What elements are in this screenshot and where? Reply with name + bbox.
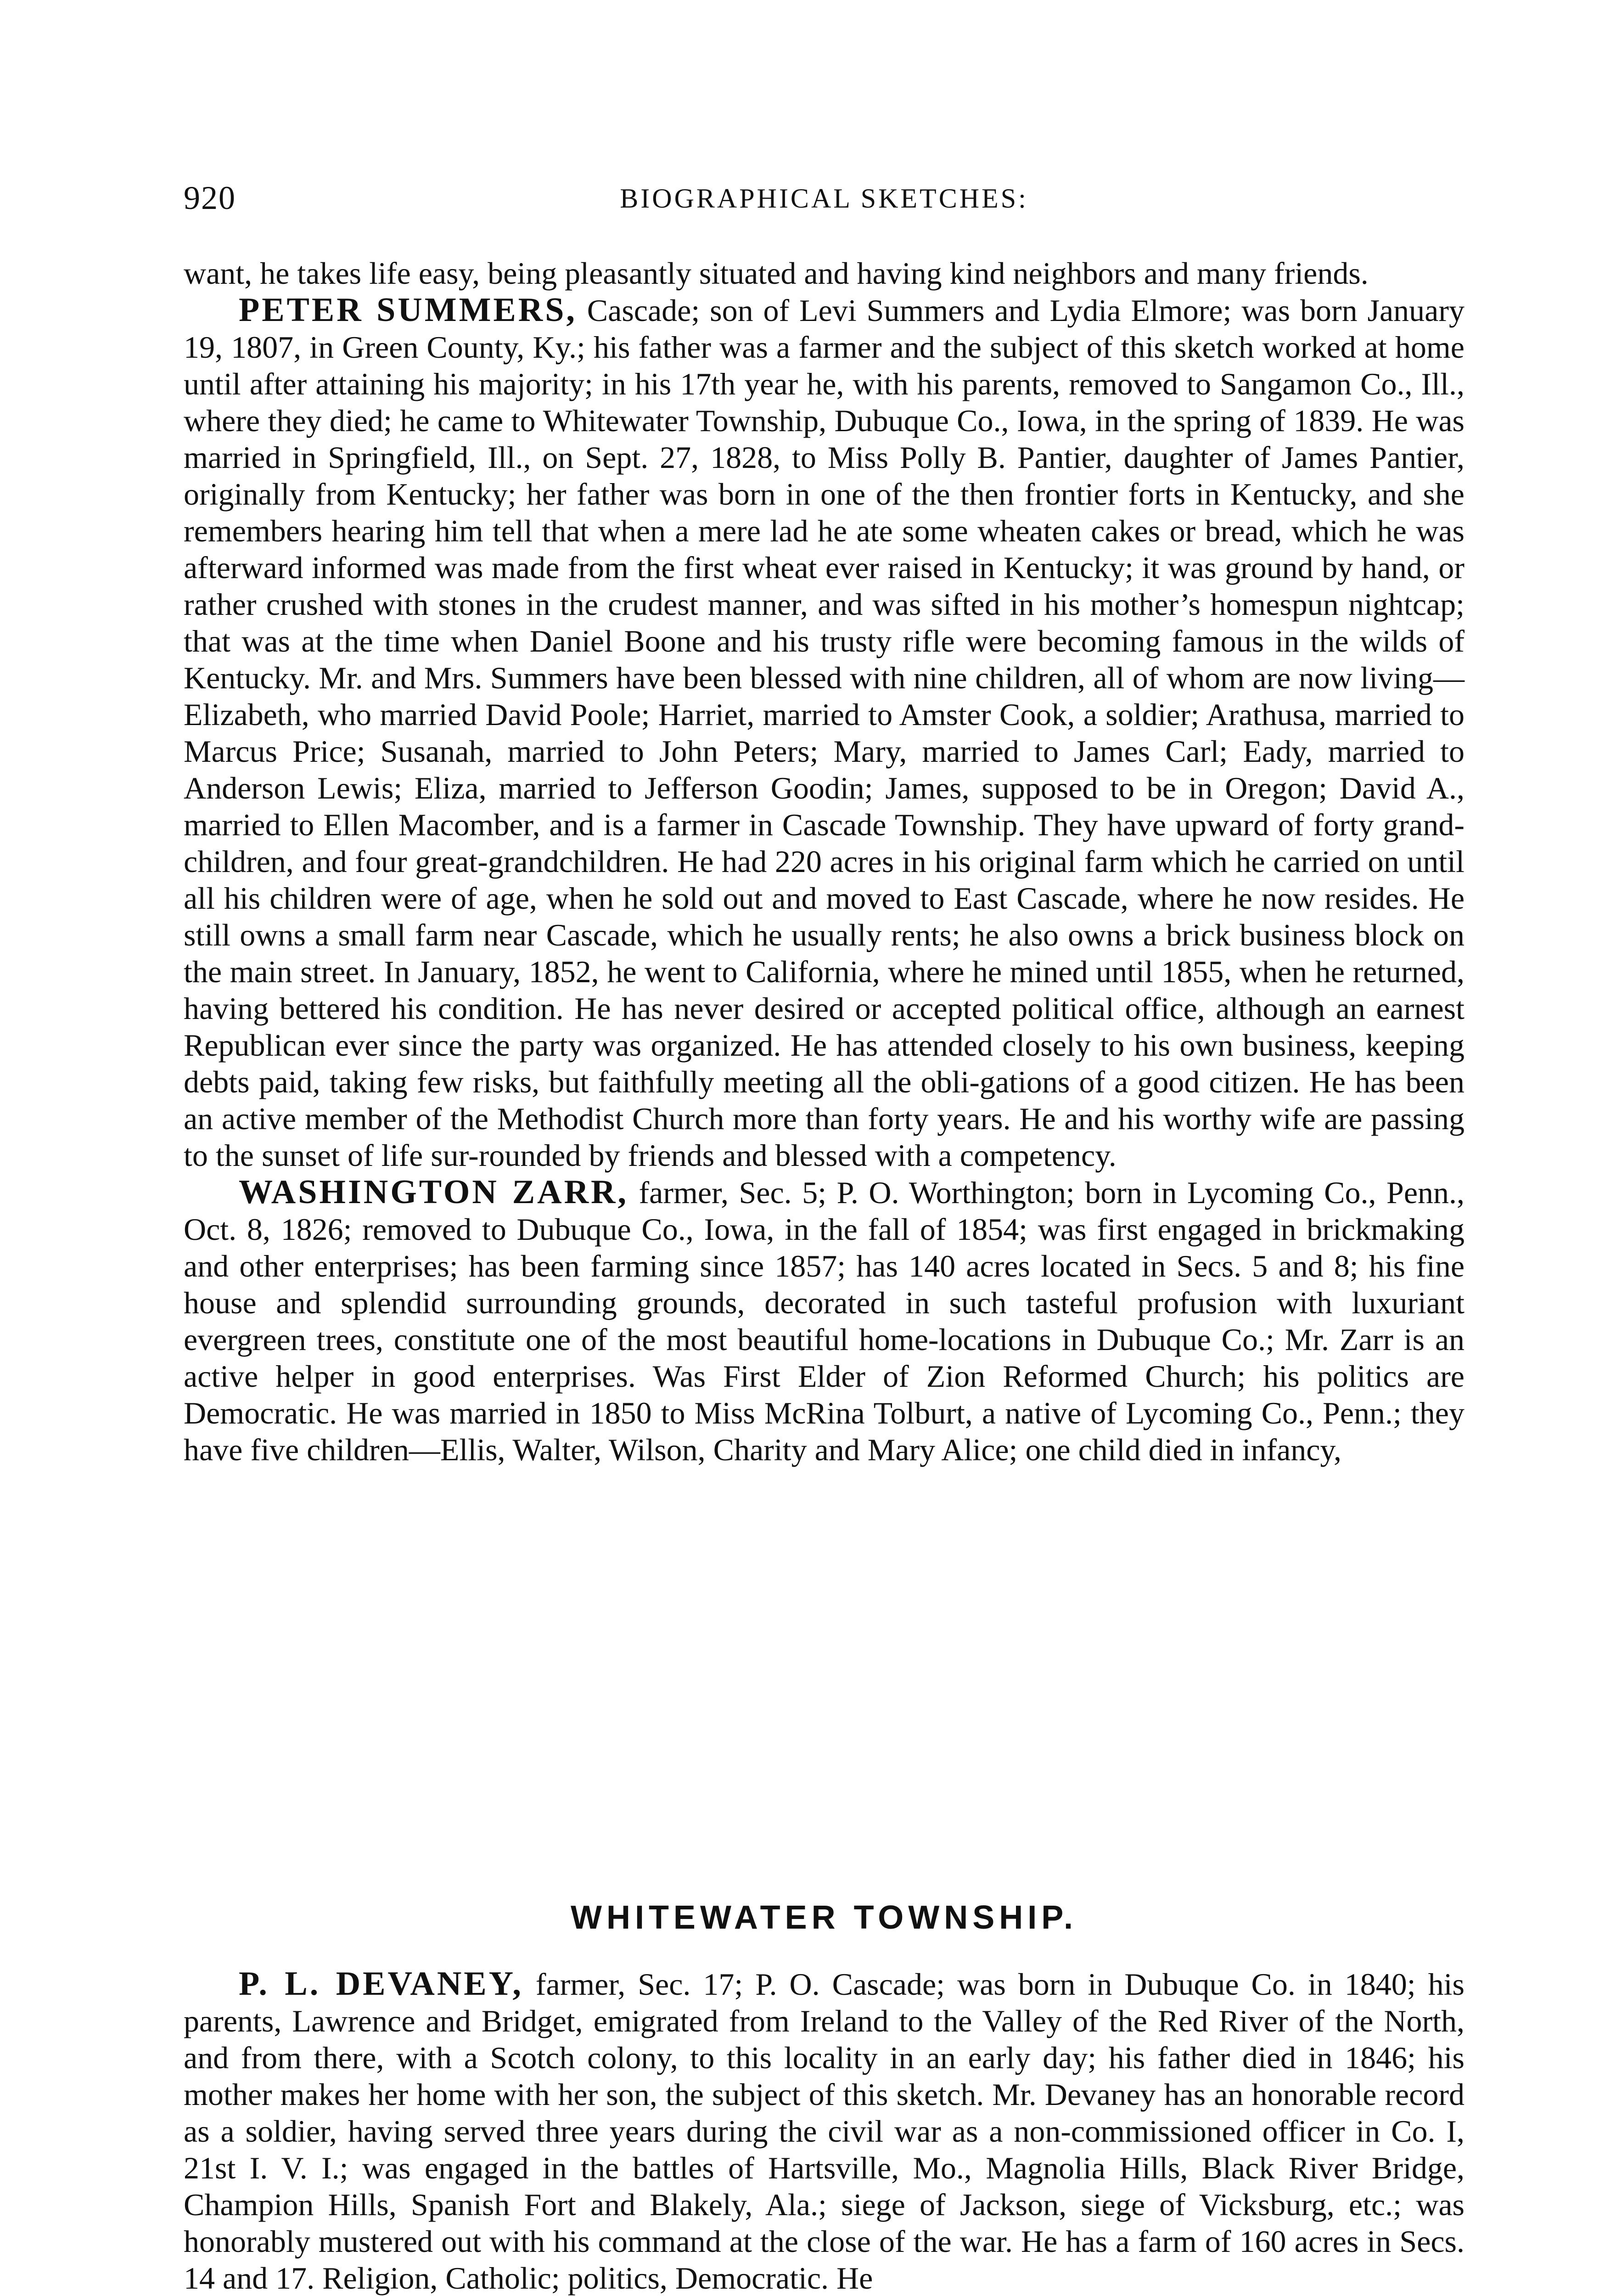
running-title: BIOGRAPHICAL SKETCHES: — [620, 183, 1028, 214]
entry-text: Cascade; son of Levi Summers and Lydia Elmore; was born January 19, 1807, in Green County, Ky.; his father was a farmer and the subject of this sketch worked at home until after attaining his majority; in his 17th year he, with his parents, removed to Sangamon Co., Ill., where they died; he came to Whitewater Township, Dubuque Co., Iowa, in the spring of 1839. He was married in Springfield, Ill., on Sept. 27, 1828, to Miss Polly B. Pantier, daughter of James Pantier, originally from Kentucky; her father was born in one of the then frontier forts in Kentucky, and she remembers hearing him tell that when a mere lad he ate some wheaten cakes or bread, which he was afterward informed was made from the first wheat ever raised in Kentucky; it was ground by hand, or rather crushed with stones in the crudest manner, and was sifted in his mother’s homespun nightcap; that was at the time when Daniel Boone and his trusty rifle were becoming famous in the wilds of Kentucky. Mr. and Mrs. Summers have been blessed with nine children, all of whom are now living—Elizabeth, who married David Poole; Harriet, married to Amster Cook, a soldier; Arathusa, married to Marcus Price; Susanah, married to John Peters; Mary, married to James Carl; Eady, married to Anderson Lewis; Eliza, married to Jefferson Goodin; James, supposed to be in Oregon; David A., married to Ellen Macomber, and is a farmer in Cascade Township. They have upward of forty grand-children, and four great-grandchildren. He had 220 acres in his original farm which he carried on until all his children were of age, when he sold out and moved to East Cascade, where he now resides. He still owns a small farm near Cascade, which he usually rents; he also owns a brick business block on the main street. In January, 1852, he went to California, where he mined until 1855, when he returned, having bettered his condition. He has never desired or accepted political office, although an earnest Republican ever since the party was organized. He has attended closely to his own business, keeping debts paid, taking few risks, but faithfully meeting all the obli-gations of a good citizen. He has been an active member of the Methodist Church more than forty years. He and his worthy wife are passing to the sunset of life sur-rounded by friends and blessed with a competency. — [184, 293, 1464, 1173]
biography-entry — [184, 1965, 1464, 2296]
biography-entry — [184, 1174, 1464, 1468]
entry-name: WASHINGTON ZARR, — [239, 1173, 628, 1211]
main-text — [184, 255, 1464, 1468]
entry-name: PETER SUMMERS, — [239, 291, 577, 329]
entry-text: farmer, Sec. 17; P. O. Cascade; was born in Dubuque Co. in 1840; his parents, Lawrence and Bridget, emigrated from Ireland to the Valley of the Red River of the North, and from there, with a Scotch colony, to this locality in an early day; his father died in 1846; his mother makes her home with her son, the subject of this sketch. Mr. Devaney has an honorable record as a soldier, having served three years during the civil war as a non-commissioned officer in Co. I, 21st I. V. I.; was engaged in the battles of Hartsville, Mo., Magnolia Hills, Black River Bridge, Champion Hills, Spanish Fort and Blakely, Ala.; siege of Jackson, siege of Vicksburg, etc.; was honorably mustered out with his command at the close of the war. He has a farm of 160 acres in Secs. 14 and 17. Religion, Catholic; politics, Democratic. He — [184, 1967, 1464, 2296]
biography-entry — [184, 292, 1464, 1174]
section-text — [184, 1965, 1464, 2296]
continuation-paragraph: want, he takes life easy, being pleasantly situated and having kind neighbors and many friends. — [184, 256, 1369, 291]
page-number: 920 — [184, 180, 236, 216]
running-head — [184, 179, 1464, 230]
entry-name: P. L. DEVANEY, — [239, 1965, 523, 2003]
section-heading: WHITEWATER TOWNSHIP. — [570, 1899, 1077, 1936]
entry-text: farmer, Sec. 5; P. O. Worthington; born in Lycoming Co., Penn., Oct. 8, 1826; removed to Dubuque Co., Iowa, in the fall of 1854; was first engaged in brickmaking and other enterprises; has been farming since 1857; has 140 acres located in Secs. 5 and 8; his fine house and splendid surrounding grounds, decorated in such tasteful profusion with luxuriant evergreen trees, constitute one of the most beautiful home-locations in Dubuque Co.; Mr. Zarr is an active helper in good enterprises. Was First Elder of Zion Reformed Church; his politics are Democratic. He was married in 1850 to Miss McRina Tolburt, a native of Lycoming Co., Penn.; they have five children—Ellis, Walter, Wilson, Charity and Mary Alice; one child died in infancy, — [184, 1175, 1465, 1467]
